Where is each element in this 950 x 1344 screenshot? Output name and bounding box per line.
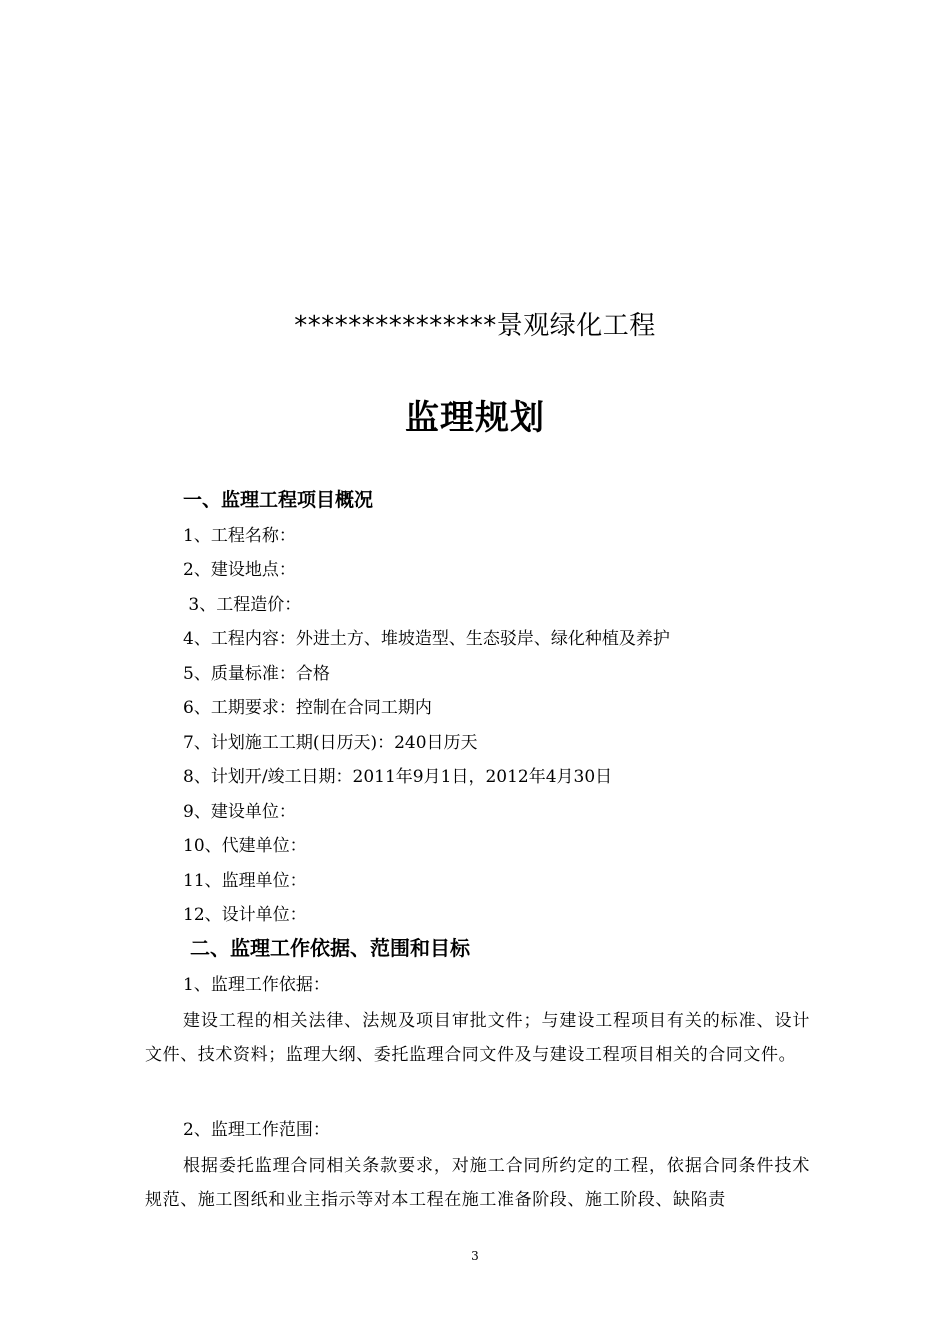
supervision-unit-item: 11、监理单位： [183,871,307,891]
section-1-heading: 一、监理工程项目概况 [183,489,374,511]
owner-unit-item: 9、建设单位： [183,802,296,822]
planned-duration-item: 7、计划施工工期(日历天)：240日历天 [183,733,478,753]
design-unit-item: 12、设计单位： [183,905,307,925]
section-2-heading: 二、监理工作依据、范围和目标 [190,936,470,960]
agent-unit-item: 10、代建单位： [183,836,307,856]
project-content-item: 4、工程内容：外进土方、堆坡造型、生态驳岸、绿化种植及养护 [183,629,670,649]
project-name-item: 1、工程名称： [183,526,296,546]
scope-label: 2、监理工作范围： [183,1120,330,1140]
construction-site-item: 2、建设地点： [183,560,296,580]
page-number: 3 [471,1249,479,1263]
project-subtitle: ***************景观绿化工程 [294,311,656,341]
quality-standard-item: 5、质量标准：合格 [183,664,330,684]
planned-dates-item: 8、计划开/竣工日期：2011年9月1日，2012年4月30日 [183,767,613,787]
project-cost-item: 3、工程造价： [183,595,302,615]
basis-paragraph: 建设工程的相关法律、法规及项目审批文件；与建设工程项目有关的标准、设计文件、技术资料；监理大纲、委托监理合同文件及与建设工程项目相关的合同文件。 [145,1011,810,1065]
basis-label: 1、监理工作依据： [183,975,330,995]
schedule-requirement-item: 6、工期要求：控制在合同工期内 [183,698,432,718]
scope-paragraph: 根据委托监理合同相关条款要求，对施工合同所约定的工程，依据合同条件技术规范、施工图纸和业主指示等对本工程在施工准备阶段、施工阶段、缺陷责 [145,1156,810,1210]
document-title: 监理规划 [405,398,545,438]
